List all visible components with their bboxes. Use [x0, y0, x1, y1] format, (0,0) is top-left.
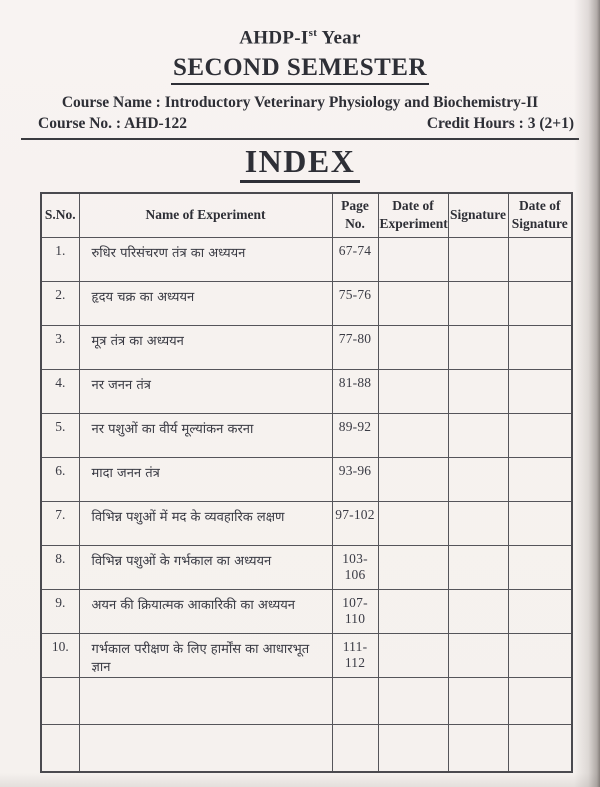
signature-cell	[448, 724, 508, 772]
index-table	[40, 192, 573, 772]
date-of-experiment-cell	[378, 589, 448, 633]
date-of-signature-cell	[508, 237, 572, 281]
table-row	[41, 237, 572, 281]
column-header-page-no: Page No.	[332, 193, 378, 237]
course-name-line: Course Name : Introductory Veterinary Physiology and Biochemistry-II	[61, 94, 539, 112]
table-row	[41, 457, 572, 501]
sno-cell: 8.	[41, 545, 79, 589]
column-header-sno: S.No.	[41, 193, 79, 237]
experiment-name-cell	[79, 677, 332, 724]
signature-cell	[448, 633, 508, 677]
experiment-name-cell: नर पशुओं का वीर्य मूल्यांकन करना	[79, 413, 332, 457]
credit-hours: Credit Hours : 3 (2+1)	[426, 115, 574, 133]
course-meta-row	[0, 112, 600, 133]
experiment-name-cell: रुधिर परिसंचरण तंत्र का अध्ययन	[79, 237, 332, 281]
index-table-body	[41, 237, 572, 772]
sno-cell: 5.	[41, 413, 79, 457]
signature-cell	[448, 369, 508, 413]
date-of-experiment-cell	[378, 281, 448, 325]
semester-title: SECOND SEMESTER	[171, 54, 429, 85]
experiment-name-cell: हृदय चक्र का अध्ययन	[79, 281, 332, 325]
signature-cell	[448, 325, 508, 369]
column-header-signature: Signature	[448, 193, 508, 237]
date-of-signature-cell	[508, 501, 572, 545]
index-table-header	[41, 193, 572, 237]
header-divider	[21, 138, 579, 140]
experiment-name-cell: मादा जनन तंत्र	[79, 457, 332, 501]
year-title-prefix: AHDP-I	[239, 27, 309, 49]
sno-cell: 2.	[41, 281, 79, 325]
date-of-signature-cell	[508, 281, 572, 325]
page-no-cell: 107-110	[332, 589, 378, 633]
page-no-cell	[332, 677, 378, 724]
column-header-date-of-signature: Date of Signature	[508, 193, 572, 237]
date-of-experiment-cell	[378, 413, 448, 457]
sno-cell: 3.	[41, 325, 79, 369]
date-of-signature-cell	[508, 413, 572, 457]
sno-cell	[41, 677, 79, 724]
year-title-suffix: Year	[317, 27, 361, 49]
sno-cell: 1.	[41, 237, 79, 281]
sno-cell: 6.	[41, 457, 79, 501]
signature-cell	[448, 501, 508, 545]
experiment-name-cell: मूत्र तंत्र का अध्ययन	[79, 325, 332, 369]
table-row	[41, 413, 572, 457]
sno-cell: 10.	[41, 633, 79, 677]
signature-cell	[448, 677, 508, 724]
header-row	[41, 193, 572, 237]
signature-cell	[448, 457, 508, 501]
table-row	[41, 325, 572, 369]
date-of-experiment-cell	[378, 545, 448, 589]
date-of-experiment-cell	[378, 369, 448, 413]
date-of-experiment-cell	[378, 677, 448, 724]
column-header-date-of-experiment: Date of Experiment	[378, 193, 448, 237]
date-of-experiment-cell	[378, 325, 448, 369]
table-row	[41, 589, 572, 633]
signature-cell	[448, 413, 508, 457]
page-no-cell: 93-96	[332, 457, 378, 501]
signature-cell	[448, 237, 508, 281]
date-of-signature-cell	[508, 724, 572, 772]
signature-cell	[448, 281, 508, 325]
table-row	[41, 633, 572, 677]
signature-cell	[448, 589, 508, 633]
sno-cell: 9.	[41, 589, 79, 633]
date-of-experiment-cell	[378, 633, 448, 677]
page-no-cell: 67-74	[332, 237, 378, 281]
page-no-cell: 89-92	[332, 413, 378, 457]
experiment-name-cell: विभिन्न पशुओं के गर्भकाल का अध्ययन	[79, 545, 332, 589]
experiment-name-cell: नर जनन तंत्र	[79, 369, 332, 413]
sno-cell: 7.	[41, 501, 79, 545]
date-of-experiment-cell	[378, 237, 448, 281]
table-row	[41, 281, 572, 325]
sno-cell: 4.	[41, 369, 79, 413]
date-of-experiment-cell	[378, 457, 448, 501]
year-title	[0, 27, 600, 49]
column-header-experiment-name: Name of Experiment	[79, 193, 332, 237]
date-of-experiment-cell	[378, 724, 448, 772]
experiment-name-cell: अयन की क्रियात्मक आकारिकी का अध्ययन	[79, 589, 332, 633]
table-row	[41, 545, 572, 589]
date-of-signature-cell	[508, 633, 572, 677]
page-no-cell: 81-88	[332, 369, 378, 413]
date-of-signature-cell	[508, 369, 572, 413]
table-row	[41, 501, 572, 545]
empty-table-row	[41, 724, 572, 772]
page-no-cell: 111-112	[332, 633, 378, 677]
empty-table-row	[41, 677, 572, 724]
page-no-cell: 75-76	[332, 281, 378, 325]
date-of-experiment-cell	[378, 501, 448, 545]
date-of-signature-cell	[508, 545, 572, 589]
date-of-signature-cell	[508, 589, 572, 633]
table-row	[41, 369, 572, 413]
sno-cell	[41, 724, 79, 772]
document-header	[0, 27, 600, 183]
date-of-signature-cell	[508, 457, 572, 501]
experiment-name-cell	[79, 724, 332, 772]
page-no-cell: 103-106	[332, 545, 378, 589]
page-no-cell: 97-102	[332, 501, 378, 545]
year-title-superscript: st	[308, 27, 318, 39]
date-of-signature-cell	[508, 325, 572, 369]
page-no-cell	[332, 724, 378, 772]
signature-cell	[448, 545, 508, 589]
page-no-cell: 77-80	[332, 325, 378, 369]
experiment-name-cell: गर्भकाल परीक्षण के लिए हार्मोंस का आधारभूत ज्ञान	[79, 633, 332, 677]
course-number: Course No. : AHD-122	[38, 115, 187, 133]
experiment-name-cell: विभिन्न पशुओं में मद के व्यवहारिक लक्षण	[79, 501, 332, 545]
index-title: INDEX	[240, 143, 361, 183]
date-of-signature-cell	[508, 677, 572, 724]
